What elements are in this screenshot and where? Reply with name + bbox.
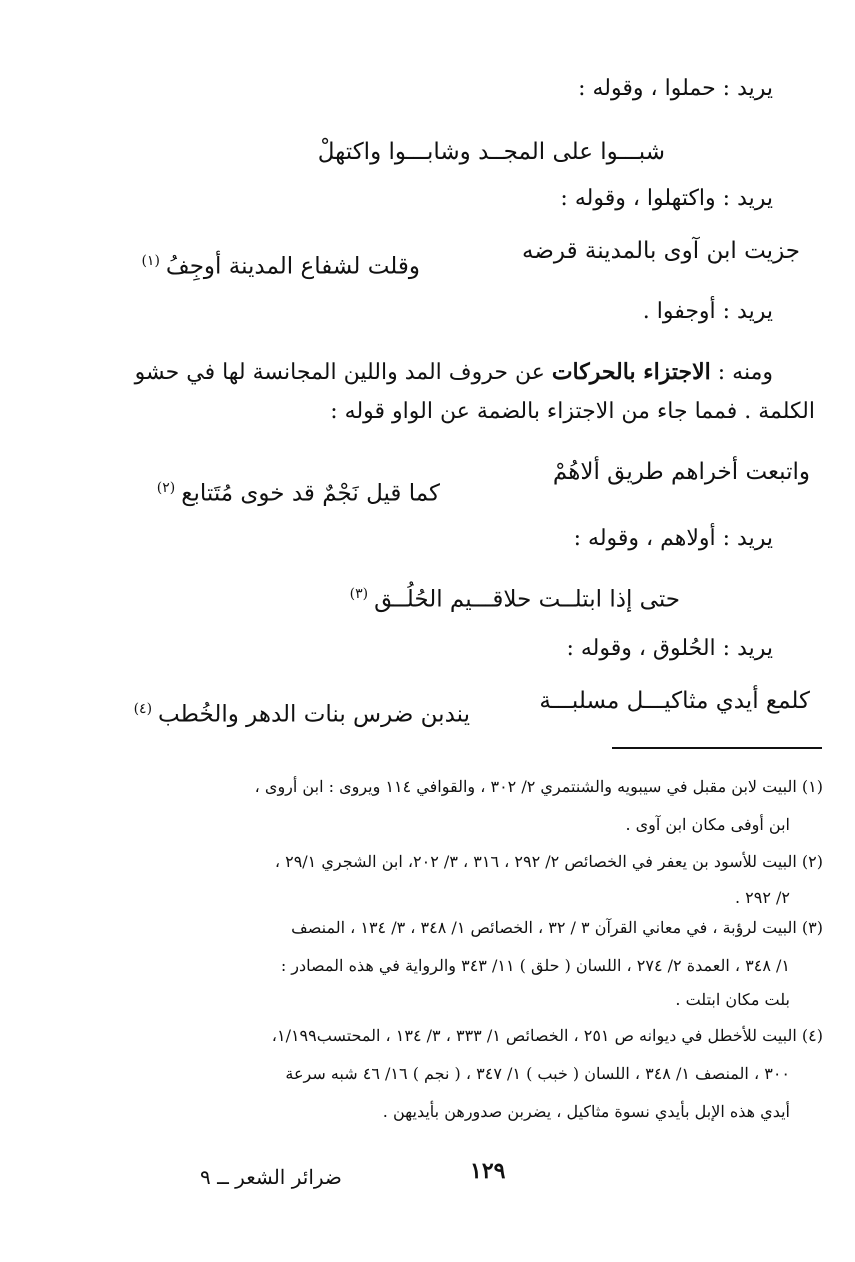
footnote-1-line-1: (١) البيت لابن مقبل في سيبويه والشنتمري ٢/ ٣٠٢ ، والقوافي ١١٤ ويروى : ابن أروى ، — [254, 777, 823, 796]
footnote-ref-2: (٢) — [156, 480, 176, 496]
verse-2-first-hemistich: جزيت ابن آوى بالمدينة قرضه — [522, 238, 800, 264]
footnote-2-line-1: (٢) البيت للأسود بن يعفر في الخصائص ٢/ ٢٩٢ ، ٣١٦ ، ٣/ ٢٠٢، ابن الشجري ٢٩/١ ، — [274, 852, 823, 871]
footnote-2-line-2: ٢/ ٢٩٢ . — [734, 888, 790, 907]
footnote-4-line-1: (٤) البيت للأخطل في ديوانه ص ٢٥١ ، الخصائص ١/ ٣٣٣ ، ٣/ ١٣٤ ، المحتسب١/١٩٩، — [271, 1026, 823, 1045]
footnote-3-line-1: (٣) البيت لرؤبة ، في معاني القرآن ٣ / ٣٢ ، الخصائص ١/ ٣٤٨ ، ٣/ ١٣٤ ، المنصف — [291, 918, 823, 937]
footnote-ref-4: (٤) — [133, 701, 153, 717]
text-line-3: يريد : أوجفوا . — [642, 299, 773, 324]
footnote-1-line-2: ابن أوفى مكان ابن آوى . — [625, 815, 790, 834]
text-line-1: يريد : حملوا ، وقوله : — [578, 76, 773, 101]
verse-2-second-hemistich: وقلت لشفاع المدينة أوجِفُ$^{(١)}$ — [141, 253, 420, 280]
text-line-4: يريد : أولاهم ، وقوله : — [573, 526, 773, 551]
footnote-ref-3: (٣) — [349, 586, 369, 602]
footnote-3-line-3: بلت مكان ابتلت . — [675, 990, 790, 1009]
footnote-4-line-2: ٣٠٠ ، المنصف ١/ ٣٤٨ ، اللسان ( خبب ) ١/ ٣٤٧ ، ( نجم ) ١٦/ ٤٦ شبه سرعة — [285, 1064, 790, 1083]
footnote-4-line-3: أيدي هذه الإبل بأيدي نسوة مثاكيل ، يضربن صدورهن بأيديهن . — [382, 1102, 790, 1121]
paragraph-line-2: الكلمة . فمما جاء من الاجتزاء بالضمة عن الواو قوله : — [330, 399, 815, 424]
footnote-3-line-2: ١/ ٣٤٨ ، العمدة ٢/ ٢٧٤ ، اللسان ( حلق ) ١١/ ٣٤٣ والرواية في هذه المصادر : — [280, 956, 790, 975]
verse-4: حتى إذا ابتلــت حلاقـــيم الحُلُــق$^{(٣)}$ — [349, 586, 680, 613]
footnote-separator — [612, 747, 822, 749]
paragraph-line-1: ومنه : الاجتزاء بالحركات عن حروف المد واللين المجانسة لها في حشو — [134, 359, 773, 385]
bold-term: الاجتزاء بالحركات — [551, 359, 711, 385]
verse-5-first-hemistich: كلمع أيدي مثاكيـــل مسلبـــة — [539, 688, 810, 714]
verse-3-second-hemistich: كما قيل نَجْمٌ قد خوى مُتَتابع$^{(٢)}$ — [156, 480, 440, 507]
verse-1: شبـــوا على المجــد وشابـــوا واكتهلْ — [317, 139, 665, 165]
footnote-ref-1: (١) — [141, 253, 160, 269]
page-number: ١٢٩ — [470, 1158, 506, 1184]
text-line-5: يريد : الحُلوق ، وقوله : — [566, 636, 773, 661]
running-title: ضرائر الشعر ــ ٩ — [200, 1165, 342, 1189]
verse-3-first-hemistich: واتبعت أخراهم طريق ألاهُمْ — [552, 459, 810, 485]
verse-5-second-hemistich: يندبن ضرس بنات الدهر والخُطب$^{(٤)}$ — [133, 701, 470, 728]
text-line-2: يريد : واكتهلوا ، وقوله : — [560, 186, 773, 211]
